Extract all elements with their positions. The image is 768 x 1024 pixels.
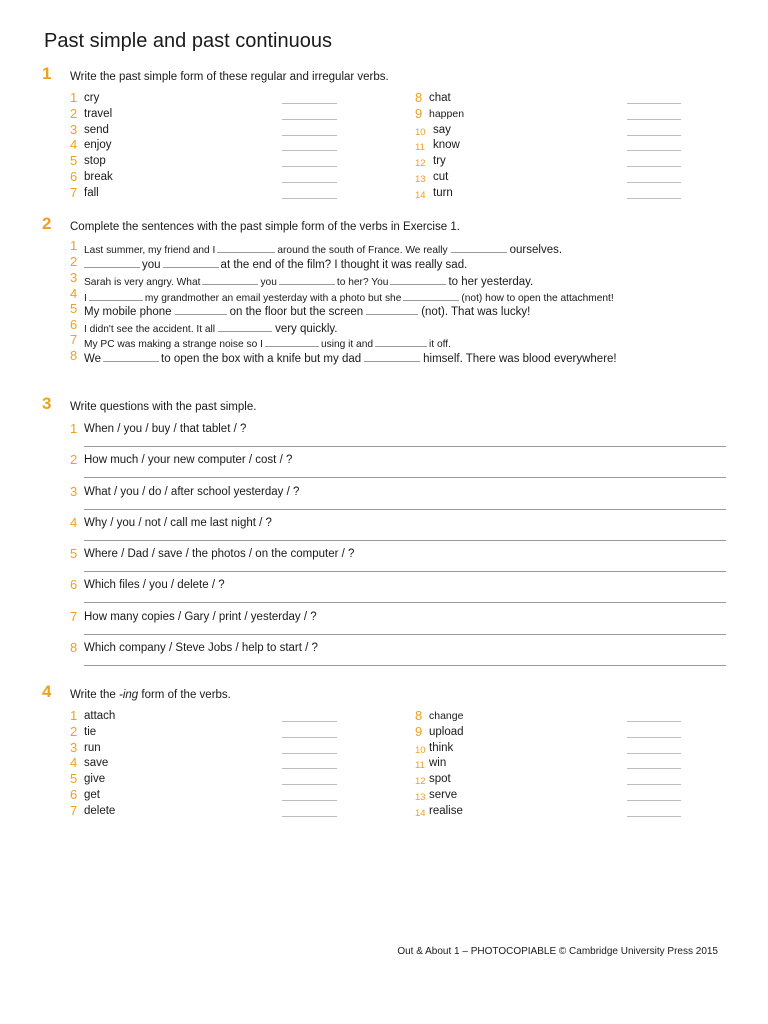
list-item bbox=[415, 740, 715, 756]
list-item bbox=[415, 755, 715, 771]
item-number: 10 bbox=[415, 126, 426, 138]
verb: enjoy bbox=[84, 139, 112, 152]
answer-line[interactable] bbox=[282, 103, 337, 104]
list-item bbox=[415, 106, 715, 122]
list-item bbox=[415, 708, 715, 724]
item-number: 8 bbox=[70, 348, 78, 363]
answer-gap[interactable] bbox=[390, 273, 446, 285]
verb: try bbox=[433, 155, 446, 168]
answer-line[interactable] bbox=[282, 816, 337, 817]
answer-line[interactable] bbox=[282, 119, 337, 120]
item-number: 11 bbox=[415, 760, 425, 772]
sentence-text: it off. bbox=[429, 339, 451, 350]
item-number: 12 bbox=[415, 158, 426, 170]
answer-line[interactable] bbox=[282, 768, 337, 769]
sentence-text: to open the box with a knife but my dad bbox=[161, 353, 362, 365]
list-item bbox=[70, 122, 370, 138]
answer-gap[interactable] bbox=[366, 303, 418, 315]
list-item bbox=[415, 169, 715, 185]
exercise-4-instruction bbox=[70, 689, 231, 701]
answer-gap[interactable] bbox=[163, 256, 219, 268]
verb: run bbox=[84, 741, 101, 754]
verb: say bbox=[433, 123, 451, 136]
item-number: 4 bbox=[70, 137, 78, 153]
answer-gap[interactable] bbox=[89, 289, 143, 301]
answer-line[interactable] bbox=[84, 665, 726, 666]
answer-line[interactable] bbox=[627, 150, 681, 151]
verb: think bbox=[429, 741, 454, 754]
verb: delete bbox=[84, 804, 116, 817]
item-number: 8 bbox=[415, 708, 423, 723]
answer-gap[interactable] bbox=[364, 350, 420, 362]
answer-line[interactable] bbox=[627, 135, 681, 136]
list-item bbox=[70, 755, 370, 771]
answer-line[interactable] bbox=[282, 800, 337, 801]
list-item bbox=[70, 708, 370, 724]
item-number: 4 bbox=[70, 286, 78, 301]
answer-line[interactable] bbox=[84, 602, 726, 603]
question-1 bbox=[70, 423, 726, 454]
answer-line[interactable] bbox=[627, 737, 681, 738]
answer-line[interactable] bbox=[282, 753, 337, 754]
exercise-1-instruction: Write the past simple form of these regular and irregular verbs. bbox=[70, 71, 389, 83]
exercise-1-left-list bbox=[70, 90, 370, 201]
sentence-text: using it and bbox=[320, 339, 374, 350]
item-number: 12 bbox=[415, 776, 426, 788]
exercise-4-left-list bbox=[70, 708, 370, 819]
verb: travel bbox=[84, 107, 113, 120]
exercise-2-number: 2 bbox=[42, 214, 52, 233]
item-number: 6 bbox=[70, 168, 78, 184]
sentence-text: very quickly. bbox=[275, 323, 338, 335]
item-number: 10 bbox=[415, 744, 426, 756]
verb: change bbox=[429, 710, 464, 722]
item-number: 6 bbox=[70, 317, 78, 332]
exercise-2-instruction: Complete the sentences with the past simple form of the verbs in Exercise 1. bbox=[70, 221, 460, 233]
item-number: 4 bbox=[70, 755, 78, 771]
sentence-text: We bbox=[84, 353, 102, 365]
item-number: 9 bbox=[415, 105, 423, 121]
answer-gap[interactable] bbox=[217, 241, 275, 253]
list-item bbox=[70, 90, 370, 106]
item-number: 5 bbox=[70, 301, 78, 316]
verb: tie bbox=[84, 725, 97, 738]
sentence-text: you bbox=[260, 277, 277, 288]
answer-line[interactable] bbox=[627, 800, 681, 801]
answer-line[interactable] bbox=[627, 166, 681, 167]
answer-gap[interactable] bbox=[218, 320, 272, 332]
sentence-text: I didn't see the accident. It all bbox=[84, 324, 216, 335]
instruction-text: Write the bbox=[70, 689, 119, 701]
answer-line[interactable] bbox=[84, 571, 726, 572]
item-number: 1 bbox=[70, 90, 78, 105]
exercise-4-right-list bbox=[415, 708, 715, 819]
sentence-text: My mobile phone bbox=[84, 306, 172, 318]
sentence-text: My PC was making a strange noise so I bbox=[84, 339, 263, 350]
item-number: 5 bbox=[70, 153, 78, 169]
verb: break bbox=[84, 170, 113, 183]
item-number: 14 bbox=[415, 189, 426, 201]
item-number: 1 bbox=[70, 238, 78, 253]
item-number: 9 bbox=[415, 723, 423, 739]
exercise-3-instruction: Write questions with the past simple. bbox=[70, 401, 257, 413]
question-prompt: Why / you / not / call me last night / ? bbox=[84, 517, 272, 529]
list-item bbox=[70, 153, 370, 169]
answer-gap[interactable] bbox=[175, 303, 227, 315]
question-8 bbox=[70, 642, 726, 673]
sentence-text: to her yesterday. bbox=[448, 276, 534, 288]
answer-gap[interactable] bbox=[103, 350, 159, 362]
item-number: 4 bbox=[70, 515, 78, 530]
list-item bbox=[415, 724, 715, 740]
question-prompt: Which files / you / delete / ? bbox=[84, 579, 225, 591]
answer-line[interactable] bbox=[282, 135, 337, 136]
answer-line[interactable] bbox=[627, 784, 681, 785]
answer-line[interactable] bbox=[282, 182, 337, 183]
list-item bbox=[70, 787, 370, 803]
answer-gap[interactable] bbox=[375, 335, 427, 347]
answer-line[interactable] bbox=[627, 816, 681, 817]
item-number: 5 bbox=[70, 771, 78, 787]
list-item bbox=[415, 803, 715, 819]
list-item bbox=[415, 153, 715, 169]
sentence-text: I bbox=[84, 293, 87, 304]
item-number: 1 bbox=[70, 421, 78, 436]
verb: get bbox=[84, 788, 100, 801]
question-prompt: When / you / buy / that tablet / ? bbox=[84, 423, 247, 435]
list-item bbox=[70, 771, 370, 787]
item-number: 2 bbox=[70, 254, 78, 269]
verb: happen bbox=[429, 107, 465, 120]
answer-line[interactable] bbox=[282, 166, 337, 167]
item-number: 14 bbox=[415, 807, 426, 819]
verb: save bbox=[84, 757, 109, 770]
verb: attach bbox=[84, 710, 116, 722]
item-number: 3 bbox=[70, 484, 78, 499]
verb: realise bbox=[429, 804, 463, 817]
verb: turn bbox=[433, 186, 453, 199]
exercise-3-number: 3 bbox=[42, 394, 52, 413]
exercise-1-number: 1 bbox=[42, 64, 52, 83]
sentence-text: at the end of the film? I thought it was really sad. bbox=[220, 259, 468, 271]
verb: win bbox=[429, 757, 447, 770]
item-number: 8 bbox=[70, 640, 78, 655]
answer-line[interactable] bbox=[627, 721, 681, 722]
list-item bbox=[70, 169, 370, 185]
answer-line[interactable] bbox=[282, 737, 337, 738]
sentence-text: ourselves. bbox=[509, 244, 563, 256]
verb: cut bbox=[433, 170, 449, 183]
answer-gap[interactable] bbox=[279, 273, 335, 285]
item-number: 8 bbox=[415, 90, 423, 105]
answer-line[interactable] bbox=[84, 446, 726, 447]
verb: send bbox=[84, 123, 109, 136]
item-number: 7 bbox=[70, 184, 78, 200]
sentence-text: (not). That was lucky! bbox=[421, 306, 531, 318]
answer-gap[interactable] bbox=[265, 335, 319, 347]
sentence-text: around the south of France. We really bbox=[277, 245, 448, 256]
answer-gap[interactable] bbox=[403, 289, 459, 301]
verb: give bbox=[84, 773, 106, 786]
answer-line[interactable] bbox=[627, 198, 681, 199]
answer-line[interactable] bbox=[282, 150, 337, 151]
answer-line[interactable] bbox=[84, 509, 726, 510]
verb: know bbox=[433, 139, 460, 152]
list-item bbox=[70, 803, 370, 819]
sentence-text: on the floor but the screen bbox=[229, 306, 364, 318]
answer-gap[interactable] bbox=[451, 241, 507, 253]
item-number: 2 bbox=[70, 105, 78, 121]
sentence-text: Last summer, my friend and I bbox=[84, 245, 216, 256]
question-prompt: How many copies / Gary / print / yesterday / ? bbox=[84, 611, 317, 623]
question-prompt: How much / your new computer / cost / ? bbox=[84, 454, 293, 466]
verb: spot bbox=[429, 773, 451, 786]
list-item bbox=[70, 185, 370, 201]
question-prompt: Which company / Steve Jobs / help to start / ? bbox=[84, 642, 318, 654]
item-number: 7 bbox=[70, 332, 78, 347]
answer-gap[interactable] bbox=[202, 273, 258, 285]
item-number: 7 bbox=[70, 802, 78, 818]
answer-line[interactable] bbox=[282, 198, 337, 199]
question-6 bbox=[70, 579, 726, 610]
answer-line[interactable] bbox=[84, 540, 726, 541]
answer-line[interactable] bbox=[627, 103, 681, 104]
list-item bbox=[70, 106, 370, 122]
item-number: 1 bbox=[70, 708, 78, 723]
instruction-italic-text: -ing bbox=[119, 689, 139, 701]
footer-copyright: Out & About 1 – PHOTOCOPIABLE © Cambridge University Press 2015 bbox=[397, 946, 718, 957]
sentence-text: Sarah is very angry. What bbox=[84, 277, 201, 288]
answer-line[interactable] bbox=[627, 753, 681, 754]
question-7 bbox=[70, 611, 726, 642]
item-number: 3 bbox=[70, 270, 78, 285]
question-4 bbox=[70, 517, 726, 548]
question-3 bbox=[70, 486, 726, 517]
verb: fall bbox=[84, 186, 99, 199]
answer-line[interactable] bbox=[84, 634, 726, 635]
sentence-text: my grandmother an email yesterday with a photo but she bbox=[144, 293, 402, 304]
question-2 bbox=[70, 454, 726, 485]
sentence-text: you bbox=[142, 259, 161, 271]
item-number: 11 bbox=[415, 142, 425, 154]
list-item bbox=[415, 771, 715, 787]
answer-line[interactable] bbox=[282, 721, 337, 722]
list-item bbox=[415, 185, 715, 201]
sentence-text: to her? You bbox=[336, 277, 389, 288]
list-item bbox=[415, 122, 715, 138]
verb: cry bbox=[84, 92, 100, 104]
verb: chat bbox=[429, 92, 451, 104]
item-number: 13 bbox=[415, 791, 426, 803]
list-item bbox=[70, 724, 370, 740]
question-prompt: What / you / do / after school yesterday / ? bbox=[84, 486, 300, 498]
item-number: 6 bbox=[70, 786, 78, 802]
answer-line[interactable] bbox=[84, 477, 726, 478]
item-number: 6 bbox=[70, 577, 78, 592]
item-number: 7 bbox=[70, 609, 78, 624]
verb: stop bbox=[84, 155, 106, 168]
list-item bbox=[70, 137, 370, 153]
verb: upload bbox=[429, 725, 464, 738]
answer-line[interactable] bbox=[627, 119, 681, 120]
sentence-text: himself. There was blood everywhere! bbox=[423, 353, 617, 365]
item-number: 3 bbox=[70, 739, 78, 755]
page-title: Past simple and past continuous bbox=[44, 30, 332, 52]
item-number: 2 bbox=[70, 452, 78, 467]
sentence-text: (not) how to open the attachment! bbox=[461, 293, 614, 304]
item-number: 3 bbox=[70, 121, 78, 137]
item-number: 2 bbox=[70, 723, 78, 739]
instruction-text: form of the verbs. bbox=[138, 689, 231, 701]
item-number: 13 bbox=[415, 173, 426, 185]
list-item bbox=[415, 90, 715, 106]
item-number: 5 bbox=[70, 546, 78, 561]
exercise-4-number: 4 bbox=[42, 682, 52, 701]
list-item bbox=[415, 787, 715, 803]
answer-line[interactable] bbox=[627, 768, 681, 769]
list-item bbox=[70, 740, 370, 756]
verb: serve bbox=[429, 788, 458, 801]
question-5 bbox=[70, 548, 726, 579]
exercise-1-right-list bbox=[415, 90, 715, 201]
answer-line[interactable] bbox=[627, 182, 681, 183]
answer-line[interactable] bbox=[282, 784, 337, 785]
list-item bbox=[415, 137, 715, 153]
question-prompt: Where / Dad / save / the photos / on the computer / ? bbox=[84, 548, 355, 560]
answer-gap[interactable] bbox=[84, 256, 140, 268]
